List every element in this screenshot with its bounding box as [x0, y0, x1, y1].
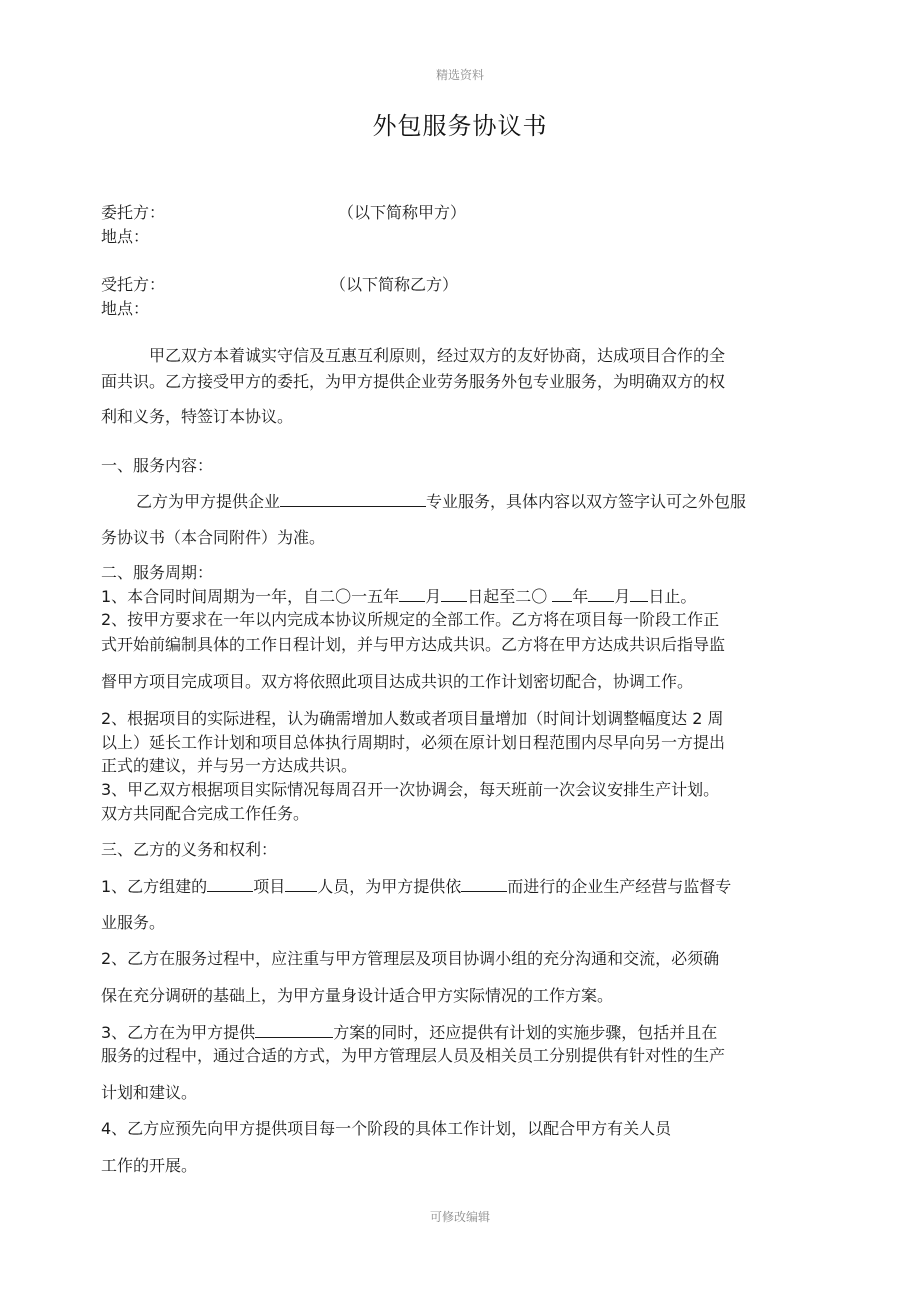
section-2-heading: 二、服务周期：	[101, 563, 214, 582]
blank-underline	[461, 873, 507, 892]
page-footer: 可修改编辑	[429, 1210, 490, 1224]
s2-item-2-line-2: 式开始前编制具体的工作日程计划，并与甲方达成共识。乙方将在甲方达成共识后指导监	[101, 635, 726, 654]
party-a-note: （以下简称甲方）	[338, 203, 467, 222]
s3-i3-b: 方案的同时，还应提供有计划的实施步骤，包括并且在	[333, 1023, 718, 1042]
section-3-heading: 三、乙方的义务和权利：	[101, 840, 278, 859]
s3-item-2-line-1: 2、乙方在服务过程中，应注重与甲方管理层及项目协调小组的充分沟通和交流，必须确	[101, 949, 720, 968]
s2-i1-d: 年	[572, 587, 589, 606]
party-b-address-label: 地点：	[101, 299, 150, 318]
blank-underline	[630, 583, 648, 602]
section-1-line-2: 务协议书（本合同附件）为准。	[101, 528, 326, 547]
s2-item-4-line-2: 双方共同配合完成工作任务。	[101, 804, 310, 823]
section-1-line-1	[136, 488, 746, 512]
s1-text-a: 乙方为甲方提供企业	[136, 492, 281, 511]
blank-underline	[207, 873, 253, 892]
s2-item-3-line-1: 2、根据项目的实际进程，认为确需增加人数或者项目量增加（时间计划调整幅度达 2 周	[101, 709, 724, 728]
blank-underline	[285, 873, 317, 892]
s2-i1-b: 月	[425, 587, 442, 606]
s2-item-2-line-3: 督甲方项目完成项目。双方将依照此项目达成共识的工作计划密切配合，协调工作。	[101, 672, 694, 691]
s3-i1-b: 项目	[253, 877, 286, 896]
s2-i1-e: 月	[614, 587, 631, 606]
s3-item-2-line-2: 保在充分调研的基础上，为甲方量身设计适合甲方实际情况的工作方案。	[101, 986, 614, 1005]
s3-i1-c: 人员，为甲方提供依	[317, 877, 462, 896]
s3-i1-d: 而进行的企业生产经营与监督专	[507, 877, 732, 896]
intro-line-3: 利和义务，特签订本协议。	[101, 407, 294, 426]
s2-i1-a: 1、本合同时间周期为一年，自二〇一五年	[101, 587, 400, 606]
blank-underline	[255, 1019, 333, 1038]
s3-item-3-line-2: 服务的过程中，通过合适的方式，为甲方管理层人员及相关员工分别提供有针对性的生产	[101, 1046, 726, 1065]
s2-item-1	[101, 583, 696, 607]
s3-item-3-line-1	[101, 1019, 717, 1043]
s2-i1-f: 日止。	[648, 587, 697, 606]
s1-text-b: 专业服务，具体内容以双方签字认可之外包服	[426, 492, 747, 511]
s3-item-1-line-2: 业服务。	[101, 913, 166, 932]
party-a-label: 委托方：	[101, 203, 166, 222]
section-1-heading: 一、服务内容：	[101, 456, 214, 475]
party-b-label: 受托方：	[101, 275, 166, 294]
blank-underline	[280, 488, 426, 507]
intro-line-2: 面共识。乙方接受甲方的委托，为甲方提供企业劳务服务外包专业服务，为明确双方的权	[101, 372, 726, 391]
s2-item-3-line-2: 以上）延长工作计划和项目总体执行周期时，必须在原计划日程范围内尽早向另一方提出	[101, 733, 726, 752]
blank-underline	[588, 583, 614, 602]
s2-i1-c: 日起至二〇	[467, 587, 553, 606]
party-b-note: （以下简称乙方）	[330, 275, 459, 294]
party-a-address-label: 地点：	[101, 227, 150, 246]
blank-underline	[441, 583, 467, 602]
s2-item-3-line-3: 正式的建议，并与另一方达成共识。	[101, 756, 358, 775]
s3-i1-a: 1、乙方组建的	[101, 877, 208, 896]
blank-underline	[552, 583, 572, 602]
page-header: 精选资料	[435, 68, 484, 82]
s3-i3-a: 3、乙方在为甲方提供	[101, 1023, 256, 1042]
intro-line-1: 甲乙双方本着诚实守信及互惠互利原则，经过双方的友好协商，达成项目合作的全	[149, 346, 726, 365]
document-title: 外包服务协议书	[372, 112, 548, 140]
blank-underline	[399, 583, 425, 602]
s3-item-4-line-1: 4、乙方应预先向甲方提供项目每一个阶段的具体工作计划，以配合甲方有关人员	[101, 1119, 672, 1138]
s3-item-3-line-3: 计划和建议。	[101, 1083, 198, 1102]
s3-item-4-line-2: 工作的开展。	[101, 1156, 198, 1175]
s3-item-1-line-1	[101, 873, 731, 897]
s2-item-4-line-1: 3、甲乙双方根据项目实际情况每周召开一次协调会，每天班前一次会议安排生产计划。	[101, 780, 720, 799]
s2-item-2-line-1: 2、按甲方要求在一年以内完成本协议所规定的全部工作。乙方将在项目每一阶段工作正	[101, 610, 720, 629]
